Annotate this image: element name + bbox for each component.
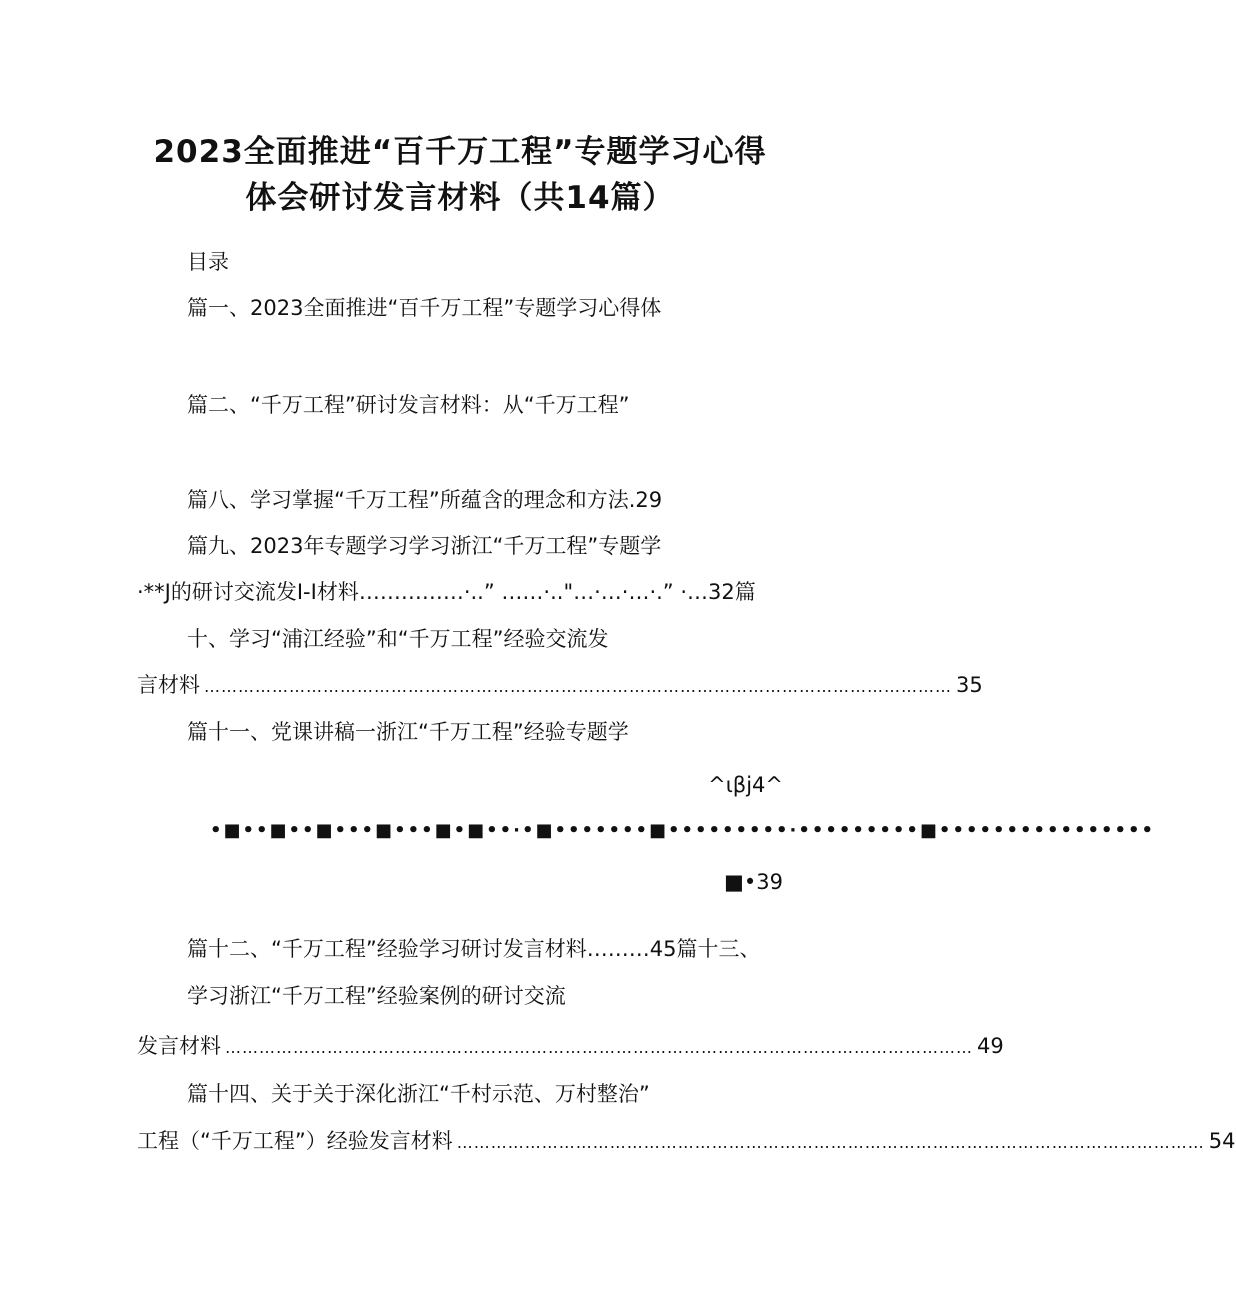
toc-entry-9: 篇九、2023年专题学习学习浙江“千万工程”专题学: [187, 534, 662, 558]
toc-entry-13-continuation: [137, 1034, 1004, 1059]
toc-entry-14: 篇十四、关于关于深化浙江“千村示范、万村整治”: [187, 1082, 650, 1106]
toc-entry-8: 篇八、学习掌握“千万工程”所蕴含的理念和方法.29: [187, 488, 663, 512]
page-number: 49: [977, 1034, 1004, 1058]
dot-leader: ……………………………………………………………………………………………………………………: [204, 677, 952, 696]
toc-entry-2: 篇二、“千万工程”研讨发言材料：从“千万工程”: [187, 393, 630, 417]
toc-entry-9-continuation: ·**J的研讨交流发I-I材料……………·..” ……·.."…·…·…·.” ·…32篇: [137, 580, 756, 604]
toc-entry-10-continuation: [137, 673, 983, 698]
toc-entry-1: 篇一、2023全面推进“百千万工程”专题学习心得体: [187, 296, 662, 320]
toc-entry-13: 学习浙江“千万工程”经验案例的研讨交流: [187, 984, 566, 1008]
toc-entry-14-continuation: [137, 1129, 1236, 1154]
toc-entry-text: 言材料: [137, 673, 200, 697]
toc-entry-10: 十、学习“浦江经验”和“千万工程”经验交流发: [187, 627, 609, 651]
document-title-line-2: 体会研讨发言材料（共14篇）: [245, 180, 675, 216]
toc-entry-text: 工程（“千万工程”）经验发言材料: [137, 1129, 453, 1153]
dot-leader: ……………………………………………………………………………………………………………………: [456, 1133, 1205, 1152]
toc-heading: 目录: [187, 250, 229, 274]
ocr-noise-text: ^ιβj4^: [708, 773, 783, 797]
toc-entry-11: 篇十一、党课讲稿一浙江“千万工程”经验专题学: [187, 720, 629, 744]
toc-entry-12: 篇十二、“千万工程”经验学习研讨发言材料………45篇十三、: [187, 937, 761, 961]
document-title-line-1: 2023全面推进“百千万工程”专题学习心得: [153, 134, 767, 170]
page-number: 35: [956, 673, 983, 697]
ocr-noise-dots: •■••■••■•••■•••■•■••·•■•••••••■•••••••••·•••••••••■••••••••••••••••: [210, 820, 1156, 841]
toc-page-number-39: ■•39: [724, 870, 783, 894]
toc-entry-text: 发言材料: [137, 1034, 221, 1058]
dot-leader: ……………………………………………………………………………………………………………………: [225, 1038, 973, 1057]
page-number: 54: [1208, 1129, 1236, 1153]
